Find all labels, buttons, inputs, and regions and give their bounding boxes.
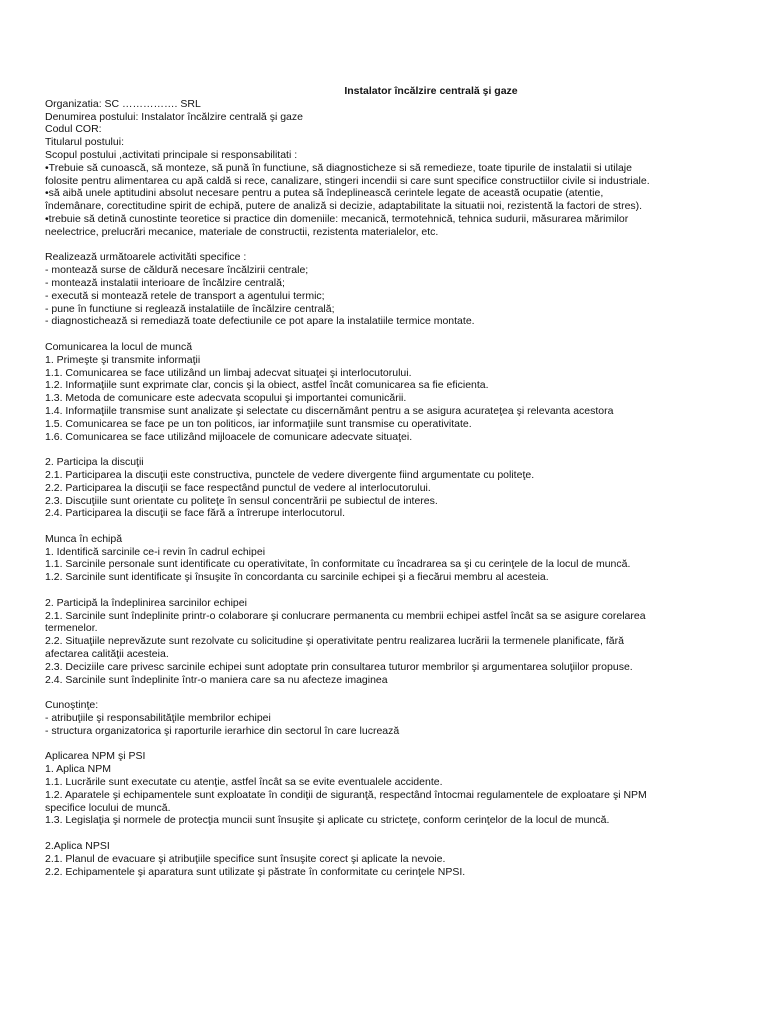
text-line: neelectrice, prelucrări mecanice, materiale de constructii, rezistenta materialelor, etc. bbox=[45, 225, 439, 238]
text-line: 2.1. Participarea la discuţii este constructiva, punctele de vedere divergente fiind argumentate cu politeţe. bbox=[45, 468, 535, 481]
text-line: Codul COR: bbox=[45, 123, 102, 136]
document-title: Instalator încălzire centrală şi gaze bbox=[344, 85, 518, 97]
text-line: 1. Primeşte şi transmite informaţii bbox=[45, 353, 201, 366]
text-line: •trebuie să detină cunostinte teoretice si practice din domeniile: mecanică, termotehnică, tehnica sudurii, măsurarea mărimilor bbox=[45, 212, 629, 225]
text-line: - diagnostichează si remediază toate defectiunile ce pot apare la instalatiile termice montate. bbox=[45, 315, 475, 328]
text-line: 1.1. Lucrările sunt executate cu atenţie, astfel încât sa se evite eventualele accidente. bbox=[45, 776, 443, 789]
text-line: - atribuţiile şi responsabilităţile membrilor echipei bbox=[45, 712, 271, 725]
text-line: 1.2. Sarcinile sunt identificate şi însuşite în concordanta cu sarcinile echipei şi a fiecărui membru al acesteia. bbox=[45, 571, 549, 584]
document-page bbox=[45, 85, 725, 878]
text-line: 2.Aplica NPSI bbox=[45, 840, 110, 853]
text-line: Aplicarea NPM şi PSI bbox=[45, 750, 146, 763]
text-line: •Trebuie să cunoască, să monteze, să pună în functiune, să diagnosticheze si să remedieze, toate tipurile de instalatii si utilaje bbox=[45, 161, 632, 174]
text-line: Organizatia: SC ……………. SRL bbox=[45, 97, 201, 110]
blank-line bbox=[45, 584, 725, 597]
text-line: 1. Aplica NPM bbox=[45, 763, 111, 776]
text-line: îndemânare, corectitudine spirit de echipă, putere de analiză si decizie, adaptabilitate la situatii noi, rezistentă la factori de stres). bbox=[45, 200, 643, 213]
blank-line bbox=[45, 686, 725, 699]
text-line: 2.3. Discuţiile sunt orientate cu politeţe în sensul concentrării pe subiectul de interes. bbox=[45, 494, 438, 507]
blank-line bbox=[45, 738, 725, 751]
text-line: 1.1. Sarcinile personale sunt identificate cu operativitate, în conformitate cu încadrarea sa şi cu cerinţele de la locul de muncă. bbox=[45, 558, 631, 571]
text-line: specifice locului de muncă. bbox=[45, 801, 171, 814]
text-line: Denumirea postului: Instalator încălzire centrală şi gaze bbox=[45, 110, 303, 123]
text-line: 2.2. Echipamentele şi aparatura sunt utilizate şi păstrate în conformitate cu cerinţele NPSI. bbox=[45, 865, 466, 878]
document-body bbox=[45, 98, 725, 879]
text-line: - pune în functiune si reglează instalatiile de încălzire centrală; bbox=[45, 302, 335, 315]
text-line: Comunicarea la locul de muncă bbox=[45, 340, 193, 353]
text-line: Cunoştinţe: bbox=[45, 699, 99, 712]
text-line: termenelor. bbox=[45, 622, 98, 635]
text-line: 2.4. Participarea la discuţii se face fără a întrerupe interlocutorul. bbox=[45, 507, 345, 520]
text-line: 1.3. Metoda de comunicare este adecvata scopului şi importantei comunicării. bbox=[45, 392, 407, 405]
text-line: 1.5. Comunicarea se face pe un ton politicos, iar informaţiile sunt transmise cu operativitate. bbox=[45, 417, 472, 430]
blank-line bbox=[45, 443, 725, 456]
text-line: 2.1. Planul de evacuare şi atribuţiile specifice sunt însuşite corect şi aplicate la nevoie. bbox=[45, 852, 446, 865]
text-line: - execută si montează retele de transport a agentului termic; bbox=[45, 289, 325, 302]
text-line: Realizează următoarele activităti specifice : bbox=[45, 251, 247, 264]
text-line: Scopul postului ,activitati principale si responsabilitati : bbox=[45, 148, 298, 161]
text-line: - montează surse de căldură necesare încălzirii centrale; bbox=[45, 264, 309, 277]
text-line: •să aibă unele aptitudini absolut necesare pentru a putea să îndeplinească cerintele legate de această ocupatie (atentie, bbox=[45, 187, 604, 200]
blank-line bbox=[45, 520, 725, 533]
text-line: 2.1. Sarcinile sunt îndeplinite printr-o colaborare şi conlucrare permanenta cu membrii echipei astfel încât sa se asigure corelarea bbox=[45, 609, 646, 622]
text-line: 2.2. Situaţiile neprevăzute sunt rezolvate cu solicitudine şi operativitate pentru realizarea lucrării la termenele planificate, fără bbox=[45, 635, 624, 648]
text-line: 1.6. Comunicarea se face utilizând mijloacele de comunicare adecvate situaţei. bbox=[45, 430, 413, 443]
text-line: 2.4. Sarcinile sunt îndeplinite într-o maniera care sa nu afecteze imaginea bbox=[45, 673, 388, 686]
text-line: 2. Participa la discuţii bbox=[45, 456, 144, 469]
text-line: Titularul postului: bbox=[45, 136, 124, 149]
blank-line bbox=[45, 827, 725, 840]
text-line: 2. Participă la îndeplinirea sarcinilor echipei bbox=[45, 596, 247, 609]
blank-line bbox=[45, 328, 725, 341]
text-line: afectarea calităţii acesteia. bbox=[45, 648, 169, 661]
text-line: 1.1. Comunicarea se face utilizând un limbaj adecvat situaţei şi interlocutorului. bbox=[45, 366, 412, 379]
text-line: 1.2. Informaţiile sunt exprimate clar, concis şi la obiect, astfel încât comunicarea sa fie eficienta. bbox=[45, 379, 489, 392]
text-line: 1.4. Informaţiile transmise sunt analizate şi selectate cu discernământ pentru a se asigura acurateţea şi relevanta acestora bbox=[45, 404, 614, 417]
text-line: - structura organizatorica şi raporturile ierarhice din sectorul în care lucrează bbox=[45, 724, 400, 737]
text-line: - montează instalatii interioare de încălzire centrală; bbox=[45, 276, 285, 289]
text-line: 1. Identifică sarcinile ce-i revin în cadrul echipei bbox=[45, 545, 266, 558]
text-line: 1.3. Legislaţia şi normele de protecţia muncii sunt însuşite şi aplicate cu stricteţe, conform cerinţelor de la locul de muncă. bbox=[45, 814, 610, 827]
text-line: 1.2. Aparatele şi echipamentele sunt exploatate în condiţii de siguranţă, respectând întocmai regulamentele de exploatare şi NPM bbox=[45, 788, 647, 801]
text-line: folosite pentru alimentarea cu apă caldă si rece, canalizare, stingeri incendii si care sunt specifice constructiilor civile si industriale. bbox=[45, 174, 650, 187]
text-line: 2.3. Deciziile care privesc sarcinile echipei sunt adoptate prin consultarea tuturor membrilor şi argumentarea soluţiilor propuse. bbox=[45, 660, 633, 673]
text-line: 2.2. Participarea la discuţii se face respectând punctul de vedere al interlocutorului. bbox=[45, 481, 431, 494]
blank-line bbox=[45, 239, 725, 252]
text-line: Munca în echipă bbox=[45, 532, 123, 545]
